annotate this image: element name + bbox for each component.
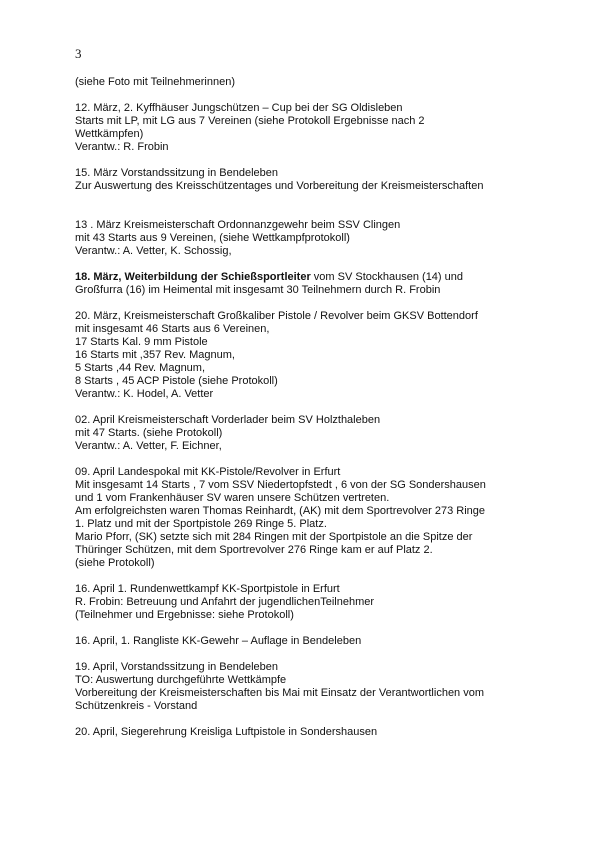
paragraph-ordonnanzgewehr <box>75 219 575 258</box>
text-line: mit 47 Starts. (siehe Protokoll) <box>75 427 223 439</box>
text-line: 8 Starts , 45 ACP Pistole (siehe Protokoll) <box>75 375 278 387</box>
text-line: Vorbereitung der Kreismeisterschaften bis Mai mit Einsatz der Verantwortlichen vom <box>75 687 485 699</box>
paragraph-jungschuetzen-cup <box>75 102 575 154</box>
text-line: Mit insgesamt 14 Starts , 7 vom SSV Niedertopfstedt , 6 von der SG Sondershausen <box>75 479 486 491</box>
text-line: Verantw.: R. Frobin <box>75 141 169 153</box>
paragraph-landespokal <box>75 466 575 570</box>
text-line <box>75 271 575 284</box>
text-line: mit insgesamt 46 Starts aus 6 Vereinen, <box>75 323 270 335</box>
text-line: R. Frobin: Betreuung und Anfahrt der jugendlichenTeilnehmer <box>75 596 375 608</box>
paragraph-grosskaliber <box>75 310 575 401</box>
text-line: 09. April Landespokal mit KK-Pistole/Revolver in Erfurt <box>75 466 341 478</box>
text-line: 1. Platz und mit der Sportpistole 269 Ringe 5. Platz. <box>75 518 327 530</box>
paragraph-photo-note <box>75 76 575 89</box>
paragraph-vorderlader <box>75 414 575 453</box>
paragraph-siegerehrung <box>75 726 575 739</box>
text-line: 20. April, Siegerehrung Kreisliga Luftpistole in Sondershausen <box>75 726 378 738</box>
text-line: Wettkämpfen) <box>75 128 144 140</box>
document-body <box>75 76 575 752</box>
paragraph-vorstandssitzung-april <box>75 661 575 713</box>
text-line: Am erfolgreichsten waren Thomas Reinhardt, (AK) mit dem Sportrevolver 273 Ringe <box>75 505 486 517</box>
paragraph-vorstandssitzung-maerz <box>75 167 575 193</box>
text-line: Verantw.: K. Hodel, A. Vetter <box>75 388 214 400</box>
text-line: Schützenkreis - Vorstand <box>75 700 198 712</box>
text-line: (Teilnehmer und Ergebnisse: siehe Protokoll) <box>75 609 294 621</box>
text-line: mit 43 Starts aus 9 Vereinen, (siehe Wettkampfprotokoll) <box>75 232 350 244</box>
text-line: (siehe Protokoll) <box>75 557 155 569</box>
page-number: 3 <box>75 46 82 61</box>
text-line: Zur Auswertung des Kreisschützentages und Vorbereitung der Kreismeisterschaften <box>75 180 484 192</box>
text-line: 20. März, Kreismeisterschaft Großkaliber Pistole / Revolver beim GKSV Bottendorf <box>75 310 478 322</box>
text-line: TO: Auswertung durchgeführte Wettkämpfe <box>75 674 287 686</box>
text-line: 16. April, 1. Rangliste KK-Gewehr – Auflage in Bendeleben <box>75 635 362 647</box>
bold-heading-text: 18. März, Weiterbildung der Schießsportleiter <box>75 271 311 283</box>
text-line: und 1 vom Frankenhäuser SV waren unsere Schützen vertreten. <box>75 492 390 504</box>
paragraph-rangliste <box>75 635 575 648</box>
text-line: 02. April Kreismeisterschaft Vorderlader beim SV Holzthaleben <box>75 414 381 426</box>
text-line: 16. April 1. Rundenwettkampf KK-Sportpistole in Erfurt <box>75 583 340 595</box>
text-line: Großfurra (16) im Heimental mit insgesamt 30 Teilnehmern durch R. Frobin <box>75 284 441 296</box>
text-line: 13 . März Kreismeisterschaft Ordonnanzgewehr beim SSV Clingen <box>75 219 401 231</box>
text-line: 19. April, Vorstandssitzung in Bendeleben <box>75 661 279 673</box>
text-line: Mario Pforr, (SK) setzte sich mit 284 Ringen mit der Sportpistole an die Spitze der <box>75 531 473 543</box>
text-line: Starts mit LP, mit LG aus 7 Vereinen (siehe Protokoll Ergebnisse nach 2 <box>75 115 425 127</box>
text-line: 17 Starts Kal. 9 mm Pistole <box>75 336 208 348</box>
text-line: 5 Starts ,44 Rev. Magnum, <box>75 362 206 374</box>
text-line: Thüringer Schützen, mit dem Sportrevolver 276 Ringe kam er auf Platz 2. <box>75 544 433 556</box>
paragraph-rundenwettkampf <box>75 583 575 622</box>
text-line: Verantw.: A. Vetter, K. Schossig, <box>75 245 232 257</box>
inline-text: vom SV Stockhausen (14) und <box>310 271 463 283</box>
text-line: (siehe Foto mit Teilnehmerinnen) <box>75 76 235 88</box>
text-line: Verantw.: A. Vetter, F. Eichner, <box>75 440 222 452</box>
text-line: 15. März Vorstandssitzung in Bendeleben <box>75 167 279 179</box>
text-line: 16 Starts mit ,357 Rev. Magnum, <box>75 349 235 361</box>
text-line: 12. März, 2. Kyffhäuser Jungschützen – Cup bei der SG Oldisleben <box>75 102 403 114</box>
paragraph-weiterbildung <box>75 271 575 297</box>
